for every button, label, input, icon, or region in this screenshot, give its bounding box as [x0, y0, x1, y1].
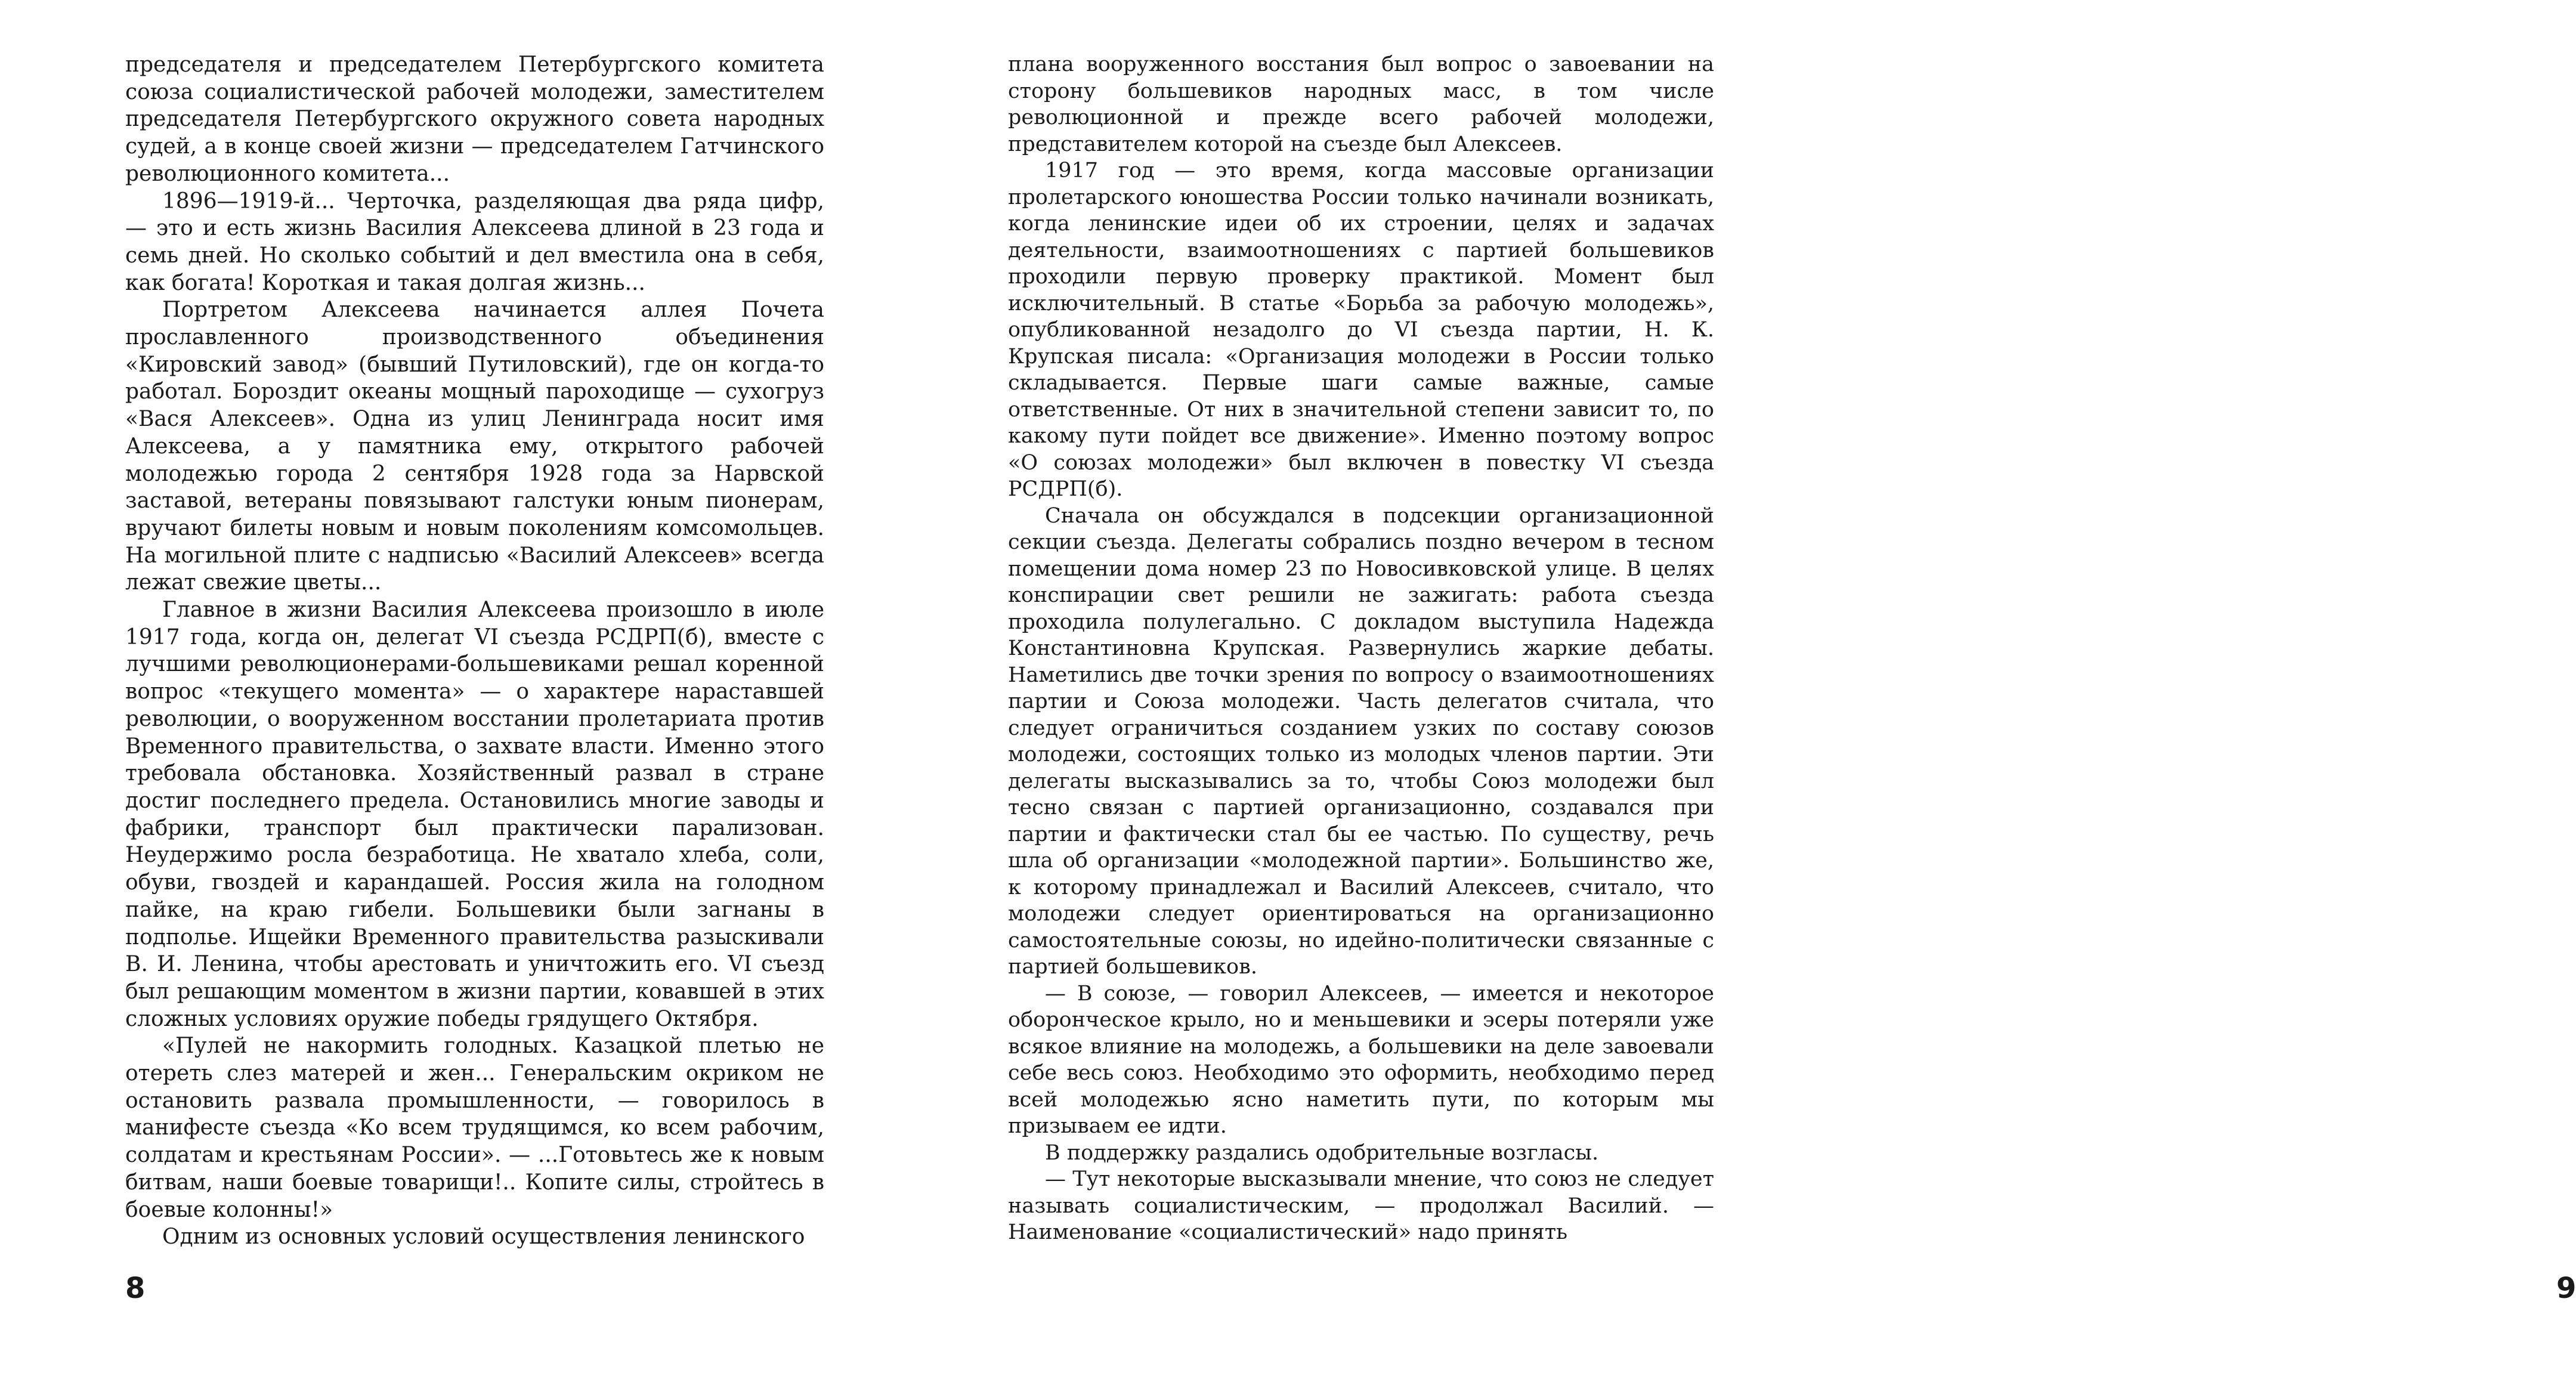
right-text-column	[1008, 51, 1714, 1246]
page-number: 9	[2556, 1272, 2576, 1305]
right-page	[882, 0, 2576, 1379]
paragraph: 1896—1919-й... Черточка, разделяющая два ряда цифр, — это и есть жизнь Василия Алексеева длиной в 23 года и семь дней. Но сколько событий и дел вместила она в себя, как богата! Короткая и такая долгая жизнь...	[125, 188, 824, 295]
paragraph: Одним из основных условий осуществления ленинского	[162, 1225, 805, 1250]
paragraph: Сначала он обсуждался в подсекции организационной секции съезда. Делегаты собрались поздно вечером в тесном помещении дома номер 23 по Новосивковской улице. В целях конспирации свет решили не зажигать: работа съезда проходила полулегально. С докладом выступила Надежда Константиновна Крупская. Развернулись жаркие дебаты. Наметились две точки зрения по вопросу о взаимоотношениях партии и Союза молодежи. Часть делегатов считала, что следует ограничиться созданием узких по составу союзов молодежи, состоящих только из молодых членов партии. Эти делегаты высказывались за то, чтобы Союз молодежи был тесно связан с партией организационно, создавался при партии и фактически стал бы ее частью. По существу, речь шла об организации «молодежной партии». Большинство же, к которому принадлежал и Василий Алексеев, считало, что молодежи следует ориентироваться на организационно самостоятельные союзы, но идейно-политически связанные с партией большевиков.	[1008, 503, 1714, 979]
paragraph: — В союзе, — говорил Алексеев, — имеется и некоторое оборонческое крыло, но и меньшевики и эсеры потеряли уже всякое влияние на молодежь, а большевики на деле завоевали себе весь союз. Необходимо это оформить, необходимо перед всей молодежью ясно наметить пути, по которым мы призываем ее идти.	[1008, 981, 1714, 1138]
left-text-column	[125, 51, 824, 1251]
paragraph: плана вооруженного восстания был вопрос о завоевании на сторону большевиков народных масс, в том числе революционной и прежде всего рабочей молодежи, представителем которой на съезде был Алексеев.	[1008, 52, 1714, 156]
paragraph: «Пулей не накормить голодных. Казацкой плетью не отереть слез матерей и жен... Генеральским окриком не остановить развала промышленности, — говорилось в манифесте съезда «Ко всем трудящимся, ко всем рабочим, солдатам и крестьянам России». — ...Готовьтесь же к новым битвам, наши боевые товарищи!.. Копите силы, стройтесь в боевые колонны!»	[125, 1034, 824, 1222]
paragraph: — Тут некоторые высказывали мнение, что союз не следует называть социалистическим, — продолжал Василий. — Наименование «социалистический» надо принять	[1008, 1167, 1714, 1244]
page-number: 8	[125, 1272, 146, 1305]
paragraph: председателя и председателем Петербургского комитета союза социалистической рабочей молодежи, заместителем председателя Петербургского окружного совета народных судей, а в конце своей жизни — председателем Гатчинского революционного комитета...	[125, 52, 824, 186]
paragraph: 1917 год — это время, когда массовые организации пролетарского юношества России только начинали возникать, когда ленинские идеи об их строении, целях и задачах деятельности, взаимоотношениях с партией большевиков проходили первую проверку практикой. Момент был исключительный. В статье «Борьба за рабочую молодежь», опубликованной незадолго до VI съезда партии, Н. К. Крупская писала: «Организация молодежи в России только складывается. Первые шаги самые важные, самые ответственные. От них в значительной степени зависит то, по какому пути пойдет все движение». Именно поэтому вопрос «О союзах молодежи» был включен в повестку VI съезда РСДРП(б).	[1008, 159, 1714, 501]
paragraph: Главное в жизни Василия Алексеева произошло в июле 1917 года, когда он, делегат VI съезда РСДРП(б), вместе с лучшими революционерами-большевиками решал коренной вопрос «текущего момента» — о характере нараставшей революции, о вооруженном восстании пролетариата против Временного правительства, о захвате власти. Именно этого требовала обстановка. Хозяйственный развал в стране достиг последнего предела. Остановились многие заводы и фабрики, транспорт был практически парализован. Неудержимо росла безработица. Не хватало хлеба, соли, обуви, гвоздей и карандашей. Россия жила на голодном пайке, на краю гибели. Большевики были загнаны в подполье. Ищейки Временного правительства разыскивали В. И. Ленина, чтобы арестовать и уничтожить его. VI съезд был решающим моментом в жизни партии, ковавшей в этих сложных условиях оружие победы грядущего Октября.	[125, 598, 824, 1031]
paragraph: Портретом Алексеева начинается аллея Почета прославленного производственного объединения «Кировский завод» (бывший Путиловский), где он когда-то работал. Бороздит океаны мощный пароходище — сухогруз «Вася Алексеев». Одна из улиц Ленинграда носит имя Алексеева, а у памятника ему, открытого рабочей молодежью города 2 сентября 1928 года за Нарвской заставой, ветераны повязывают галстуки юным пионерам, вручают билеты новым и новым поколениям комсомольцев. На могильной плите с надписью «Василий Алексеев» всегда лежат свежие цветы...	[125, 298, 824, 595]
left-page	[0, 0, 882, 1379]
paragraph: В поддержку раздались одобрительные возгласы.	[1045, 1140, 1599, 1165]
